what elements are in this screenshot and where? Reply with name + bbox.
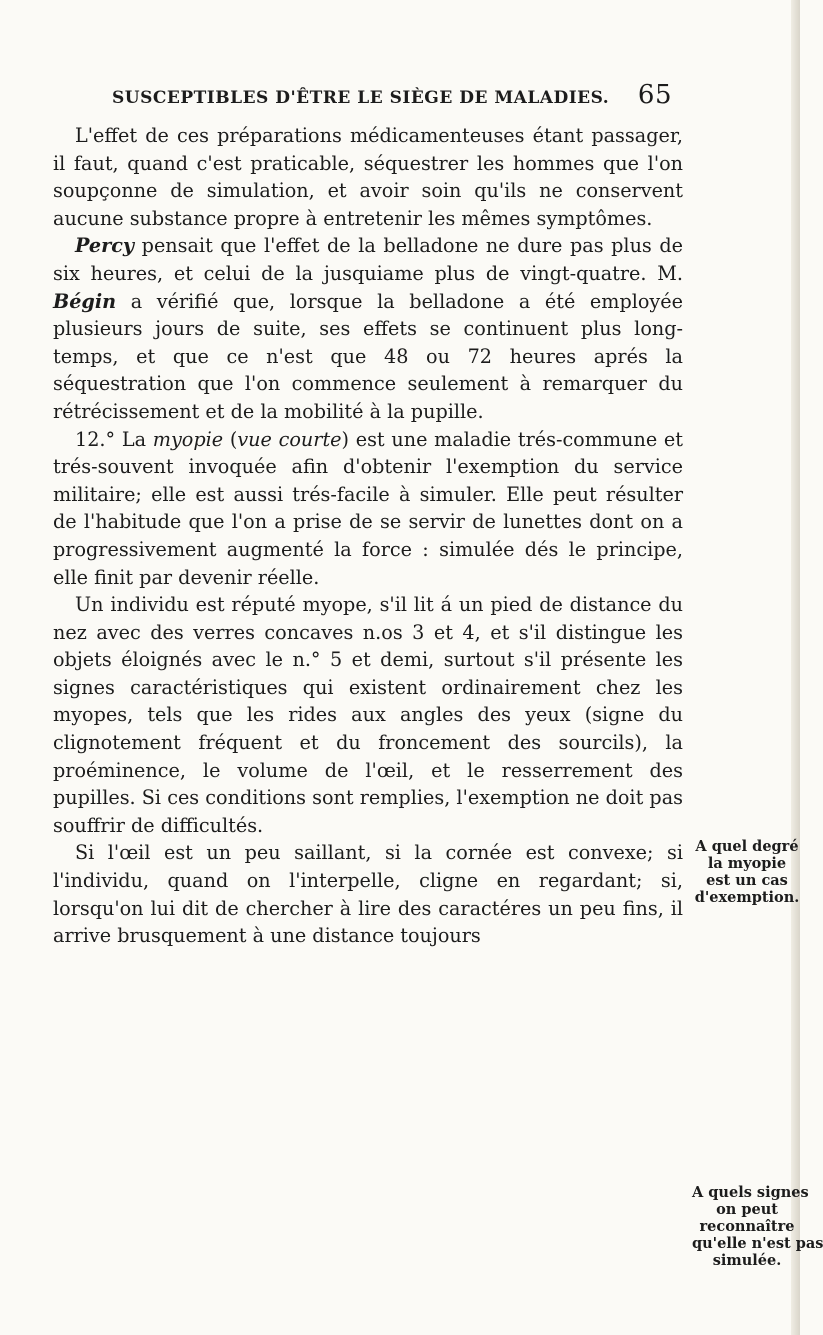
margin-note-line: qu'elle n'est pas [692,1235,823,1252]
paragraph-5: Si l'œil est un peu saillant, si la cornée est convexe; si l'individu, quand on l'interpelle, cligne en regardant; si, lorsqu'on lui dit de chercher à lire des caractéres un peu fins, il arrive brusquement à une distance toujours [53,841,683,948]
running-header [112,80,672,110]
margin-note-line: simulée. [712,1252,782,1269]
margin-note-signs [692,1184,823,1269]
margin-note-degree [692,838,802,906]
paragraph-4: Un individu est réputé myope, s'il lit á un pied de distance du nez avec des verres concaves n.os 3 et 4, et s'il distingue les objets éloignés avec le n.° 5 et demi, surtout s'il présente les signes caractéristiques qui existent ordinairement chez les myopes, tels que les rides aux angles des yeux (signe du clignotement fréquent et du froncement des sourcils), la proéminence, le volume de l'œil, et le resserrement des pupilles. Si ces conditions sont remplies, l'exemption ne doit pas souffrir de difficultés. [53,593,683,837]
margin-note-line: la myopie [707,855,787,872]
running-title: SUSCEPTIBLES D'ÊTRE LE SIÈGE DE MALADIES. [112,88,610,108]
paragraph-1: L'effet de ces préparations médicamenteuses étant passager, il faut, quand c'est praticable, séquestrer les hommes que l'on soupçonne de simulation, et avoir soin qu'ils ne conservent aucune substance propre à entretenir les mêmes symptômes. [53,124,683,230]
margin-note-line: reconnaître [699,1218,795,1235]
term-vue-courte: vue courte [237,427,342,451]
margin-note-line: A quels signes [692,1184,809,1201]
margin-note-line: d'exemption. [694,889,800,906]
margin-note-line: on peut [716,1201,778,1218]
paragraph-3 [53,426,683,592]
page-number: 65 [637,80,672,110]
author-name-percy: Percy [75,234,135,258]
body-text [53,122,683,950]
paragraph-2 [53,232,683,425]
author-name-begin: Bégin [53,289,117,313]
paren-open: ( [223,427,238,451]
margin-note-line: est un cas [706,872,788,889]
margin-note-line: A quel degré [695,838,799,855]
page-edge [791,0,800,1335]
paragraph-3-text: ) est une maladie trés-commune et trés-souvent invoquée afin d'obtenir l'exemption du service militaire; elle est aussi trés-facile à simuler. Elle peut résulter de l'habitude que l'on a prise de se servir de lunettes dont on a progressivement augmenté la force : simulée dés le principe, elle finit par devenir réelle. [53,427,683,589]
paragraph-2-text-a: pensait que l'effet de la belladone ne dure pas plus de six heures, et celui de la jusquiame plus de vingt-quatre. M. [53,234,683,285]
section-number: 12.° La [75,427,153,451]
term-myopie: myopie [152,427,224,451]
paragraph-2-text-b: a vérifié que, lorsque la belladone a été employée plusieurs jours de suite, ses effets se continuent plus long-temps, et que ce n'est que 48 ou 72 heures aprés la séquestration que l'on commence seulement à remarquer du rétrécissement et de la mobilité à la pupille. [53,289,683,423]
